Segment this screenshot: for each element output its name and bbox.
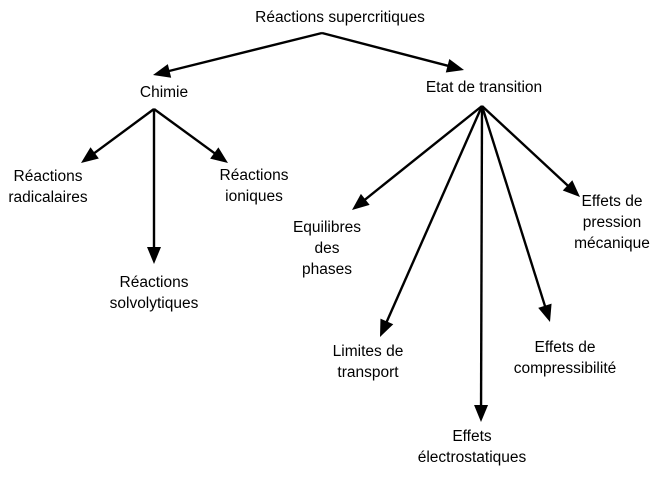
arrow-chimie-to-ioniques xyxy=(154,109,228,163)
node-label-line: Réactions xyxy=(119,274,189,291)
arrow-line xyxy=(364,106,482,201)
arrow-etat-to-equilibres xyxy=(352,106,482,210)
node-label-line: Limites de xyxy=(332,343,404,360)
node-label-line: radicalaires xyxy=(8,189,88,206)
node-label-line: transport xyxy=(337,364,399,381)
node-equilibres xyxy=(293,219,361,278)
node-label-line: Réactions xyxy=(13,168,83,185)
node-limites xyxy=(333,343,404,381)
node-chimie xyxy=(140,84,188,101)
node-label-line: Réactions supercritiques xyxy=(255,9,425,26)
arrow-etat-to-limites xyxy=(380,106,482,337)
node-pression xyxy=(574,193,650,252)
arrowhead-icon xyxy=(147,247,161,264)
arrowhead-icon xyxy=(153,64,171,78)
node-etat xyxy=(426,79,542,96)
arrow-chimie-to-radicalaires xyxy=(81,109,154,163)
node-label-line: Réactions xyxy=(219,167,289,184)
arrowhead-icon xyxy=(210,147,228,163)
node-label-line: solvolytiques xyxy=(109,295,199,312)
arrow-root-to-chimie xyxy=(153,33,322,78)
node-label-line: électrostatiques xyxy=(417,449,527,466)
arrow-chimie-to-solvolytiques xyxy=(147,109,161,264)
arrow-line xyxy=(168,33,322,71)
arrowhead-icon xyxy=(352,194,370,210)
node-label-line: compressibilité xyxy=(513,360,617,377)
node-radicalaires xyxy=(8,168,88,206)
arrowhead-icon xyxy=(474,405,488,422)
arrow-etat-to-electrostatiques xyxy=(474,106,488,422)
node-label-line: Etat de transition xyxy=(425,79,543,96)
node-label-line: Equilibres xyxy=(292,219,362,236)
node-electrostatiques xyxy=(418,428,527,466)
arrow-line xyxy=(322,33,449,66)
nodes xyxy=(8,9,650,466)
node-root xyxy=(255,9,425,26)
arrowhead-icon xyxy=(446,59,464,73)
arrow-root-to-etat xyxy=(322,33,464,72)
node-label-line: Effets xyxy=(452,428,492,445)
node-ioniques xyxy=(220,167,289,205)
node-label-line: pression xyxy=(582,214,642,231)
node-label-line: des xyxy=(314,240,340,257)
arrowhead-icon xyxy=(380,319,393,337)
node-label-line: Chimie xyxy=(139,84,189,101)
node-solvolytiques xyxy=(110,274,199,312)
arrow-line xyxy=(386,106,482,323)
node-label-line: mécanique xyxy=(574,235,650,252)
arrow-line xyxy=(154,109,216,154)
node-label-line: Effets de xyxy=(581,193,643,210)
arrowhead-icon xyxy=(538,304,551,322)
arrow-line xyxy=(481,106,482,407)
node-label-line: ioniques xyxy=(225,188,283,205)
node-label-line: Effets de xyxy=(534,339,596,356)
arrow-line xyxy=(93,109,154,154)
node-label-line: phases xyxy=(302,261,352,278)
node-compressibilite xyxy=(514,339,617,377)
arrowhead-icon xyxy=(81,147,99,163)
